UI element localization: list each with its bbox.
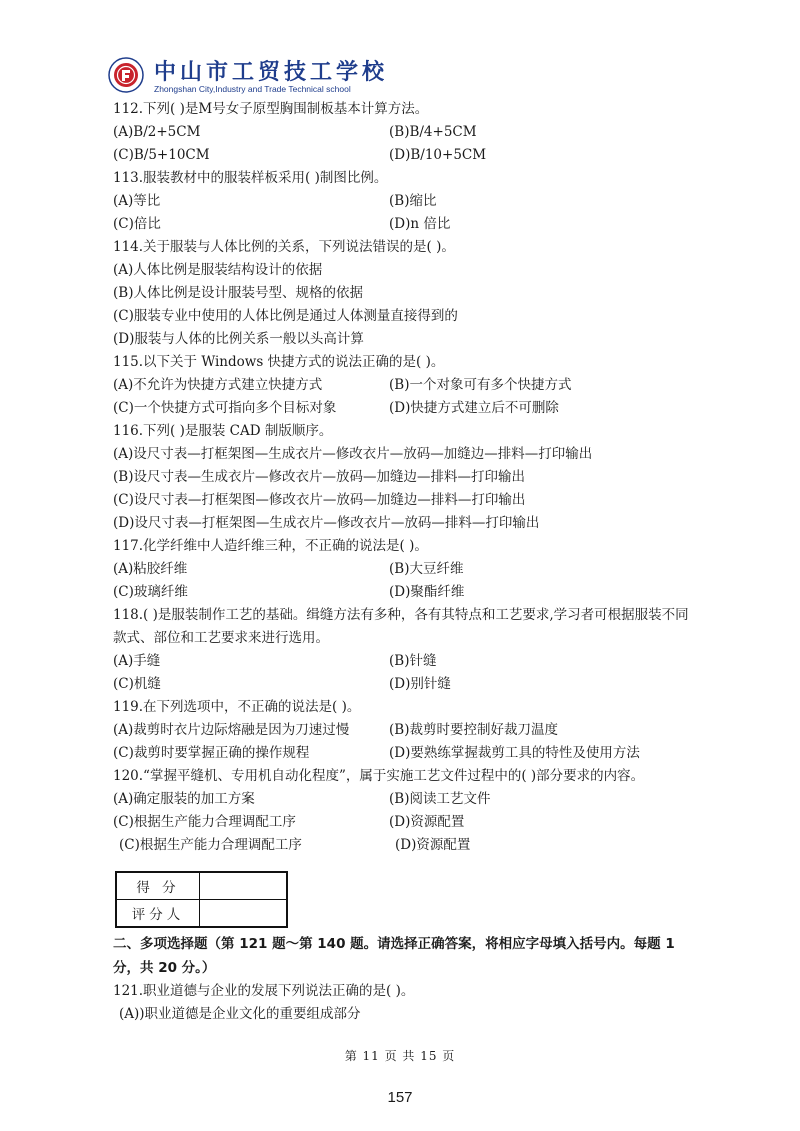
option-d: (D)快捷方式建立后不可删除: [389, 400, 559, 416]
option-d: (D)要熟练掌握裁剪工具的特性及使用方法: [389, 745, 640, 761]
option-a: (A)人体比例是服装结构设计的依据: [113, 262, 323, 278]
option-d: (D)设尺寸表—打框架图—生成衣片—修改衣片—放码—排料—打印输出: [113, 515, 540, 531]
question-117-options-row-2: [113, 581, 693, 604]
question-113-options-row-1: [113, 190, 693, 213]
option-c: (C)设尺寸表—打框架图—修改衣片—放码—加缝边—排料—打印输出: [113, 492, 526, 508]
question-118-stem: 118.( )是服装制作工艺的基础。缉缝方法有多种，各有其特点和工艺要求,学习者可根据服装不同款式、部位和工艺要求来进行选用。: [113, 607, 689, 646]
option-c: (C)玻璃纤维: [113, 584, 188, 600]
question-112-options-row-2: [113, 144, 693, 167]
option-d: (D)聚酯纤维: [389, 584, 465, 600]
option-a: (A)粘胶纤维: [113, 561, 188, 577]
option-c: (C)服装专业中使用的人体比例是通过人体测量直接得到的: [113, 308, 458, 324]
option-b: (B)针缝: [389, 653, 437, 669]
option-a: (A)裁剪时衣片边际熔融是因为刀速过慢: [113, 722, 350, 738]
option-a: (A)不允许为快捷方式建立快捷方式: [113, 377, 323, 393]
question-118-options-row-1: [113, 650, 693, 673]
option-c: (C)倍比: [113, 216, 161, 232]
option-d: (D)n 倍比: [389, 216, 451, 232]
grader-blank-cell[interactable]: [200, 900, 288, 928]
question-116-stem: 116.下列( )是服装 CAD 制版顺序。: [113, 423, 333, 439]
option-b: (B)B/4+5CM: [389, 124, 477, 140]
question-117-stem: 117.化学纤维中人造纤维三种，不正确的说法是( )。: [113, 538, 428, 554]
option-c: (C)根据生产能力合理调配工序: [113, 814, 296, 830]
option-d: (D)别针缝: [389, 676, 451, 692]
score-blank-cell[interactable]: [200, 872, 288, 900]
question-115-options-row-2: [113, 397, 693, 420]
question-120-options-row-3: [113, 834, 693, 857]
question-112-stem: 112.下列( )是M号女子原型胸围制板基本计算方法。: [113, 101, 429, 117]
question-121-option-a: (A))职业道德是企业文化的重要组成部分: [119, 1006, 361, 1022]
option-d: (D)B/10+5CM: [389, 147, 487, 163]
option-a: (A)手缝: [113, 653, 161, 669]
page-info: 第 11 页 共 15 页: [344, 1049, 456, 1063]
school-seal-logo-icon: [108, 57, 144, 93]
option-b: (B)人体比例是设计服装号型、规格的依据: [113, 285, 363, 301]
page-number: 157: [387, 1089, 413, 1106]
section-2-title: 二、多项选择题（第 121 题～第 140 题。请选择正确答案，将相应字母填入括号内。每题 1 分，共 20 分。）: [113, 936, 675, 976]
option-d: (D)服装与人体的比例关系一般以头高计算: [113, 331, 364, 347]
option-b: (B)一个对象可有多个快捷方式: [389, 377, 572, 393]
school-name-en: Zhongshan City,Industry and Trade Technical school: [154, 84, 351, 94]
option-a: (A)等比: [113, 193, 161, 209]
question-114-stem: 114.关于服装与人体比例的关系，下列说法错误的是( )。: [113, 239, 455, 255]
score-row: [116, 872, 287, 900]
option-a: (A)确定服装的加工方案: [113, 791, 255, 807]
option-d-duplicate: (D)资源配置: [395, 837, 471, 853]
grader-row: [116, 900, 287, 928]
option-b: (B)阅读工艺文件: [389, 791, 491, 807]
option-b: (B)缩比: [389, 193, 437, 209]
option-c: (C)一个快捷方式可指向多个目标对象: [113, 400, 337, 416]
score-label: 得 分: [116, 872, 200, 900]
question-113-stem: 113.服装教材中的服装样板采用( )制图比例。: [113, 170, 388, 186]
option-b: (B)设尺寸表—生成衣片—修改衣片—放码—加缝边—排料—打印输出: [113, 469, 525, 485]
question-115-stem: 115.以下关于 Windows 快捷方式的说法正确的是( )。: [113, 354, 445, 370]
option-b: (B)裁剪时要控制好裁刀温度: [389, 722, 558, 738]
grader-label: 评分人: [116, 900, 200, 928]
option-a: (A)B/2+5CM: [113, 124, 201, 140]
question-117-options-row-1: [113, 558, 693, 581]
question-112-options-row-1: [113, 121, 693, 144]
question-120-options-row-2: [113, 811, 693, 834]
question-113-options-row-2: [113, 213, 693, 236]
question-120-options-row-1: [113, 788, 693, 811]
question-119-options-row-2: [113, 742, 693, 765]
question-115-options-row-1: [113, 374, 693, 397]
option-c: (C)裁剪时要掌握正确的操作规程: [113, 745, 310, 761]
option-c: (C)机缝: [113, 676, 161, 692]
option-d: (D)资源配置: [389, 814, 465, 830]
school-name-cn: 中山市工贸技工学校: [154, 60, 389, 85]
question-118-options-row-2: [113, 673, 693, 696]
question-119-stem: 119.在下列选项中，不正确的说法是( )。: [113, 699, 361, 715]
option-c-duplicate: (C)根据生产能力合理调配工序: [119, 837, 302, 853]
option-c: (C)B/5+10CM: [113, 147, 210, 163]
school-header: [108, 55, 428, 95]
score-table: [115, 871, 288, 928]
question-120-stem: 120.“掌握平缝机、专用机自动化程度”，属于实施工艺文件过程中的( )部分要求的内容。: [113, 768, 645, 784]
option-b: (B)大豆纤维: [389, 561, 464, 577]
question-121-stem: 121.职业道德与企业的发展下列说法正确的是( )。: [113, 983, 415, 999]
option-a: (A)设尺寸表—打框架图—生成衣片—修改衣片—放码—加缝边—排料—打印输出: [113, 446, 593, 462]
question-119-options-row-1: [113, 719, 693, 742]
exam-content: [113, 98, 693, 1026]
